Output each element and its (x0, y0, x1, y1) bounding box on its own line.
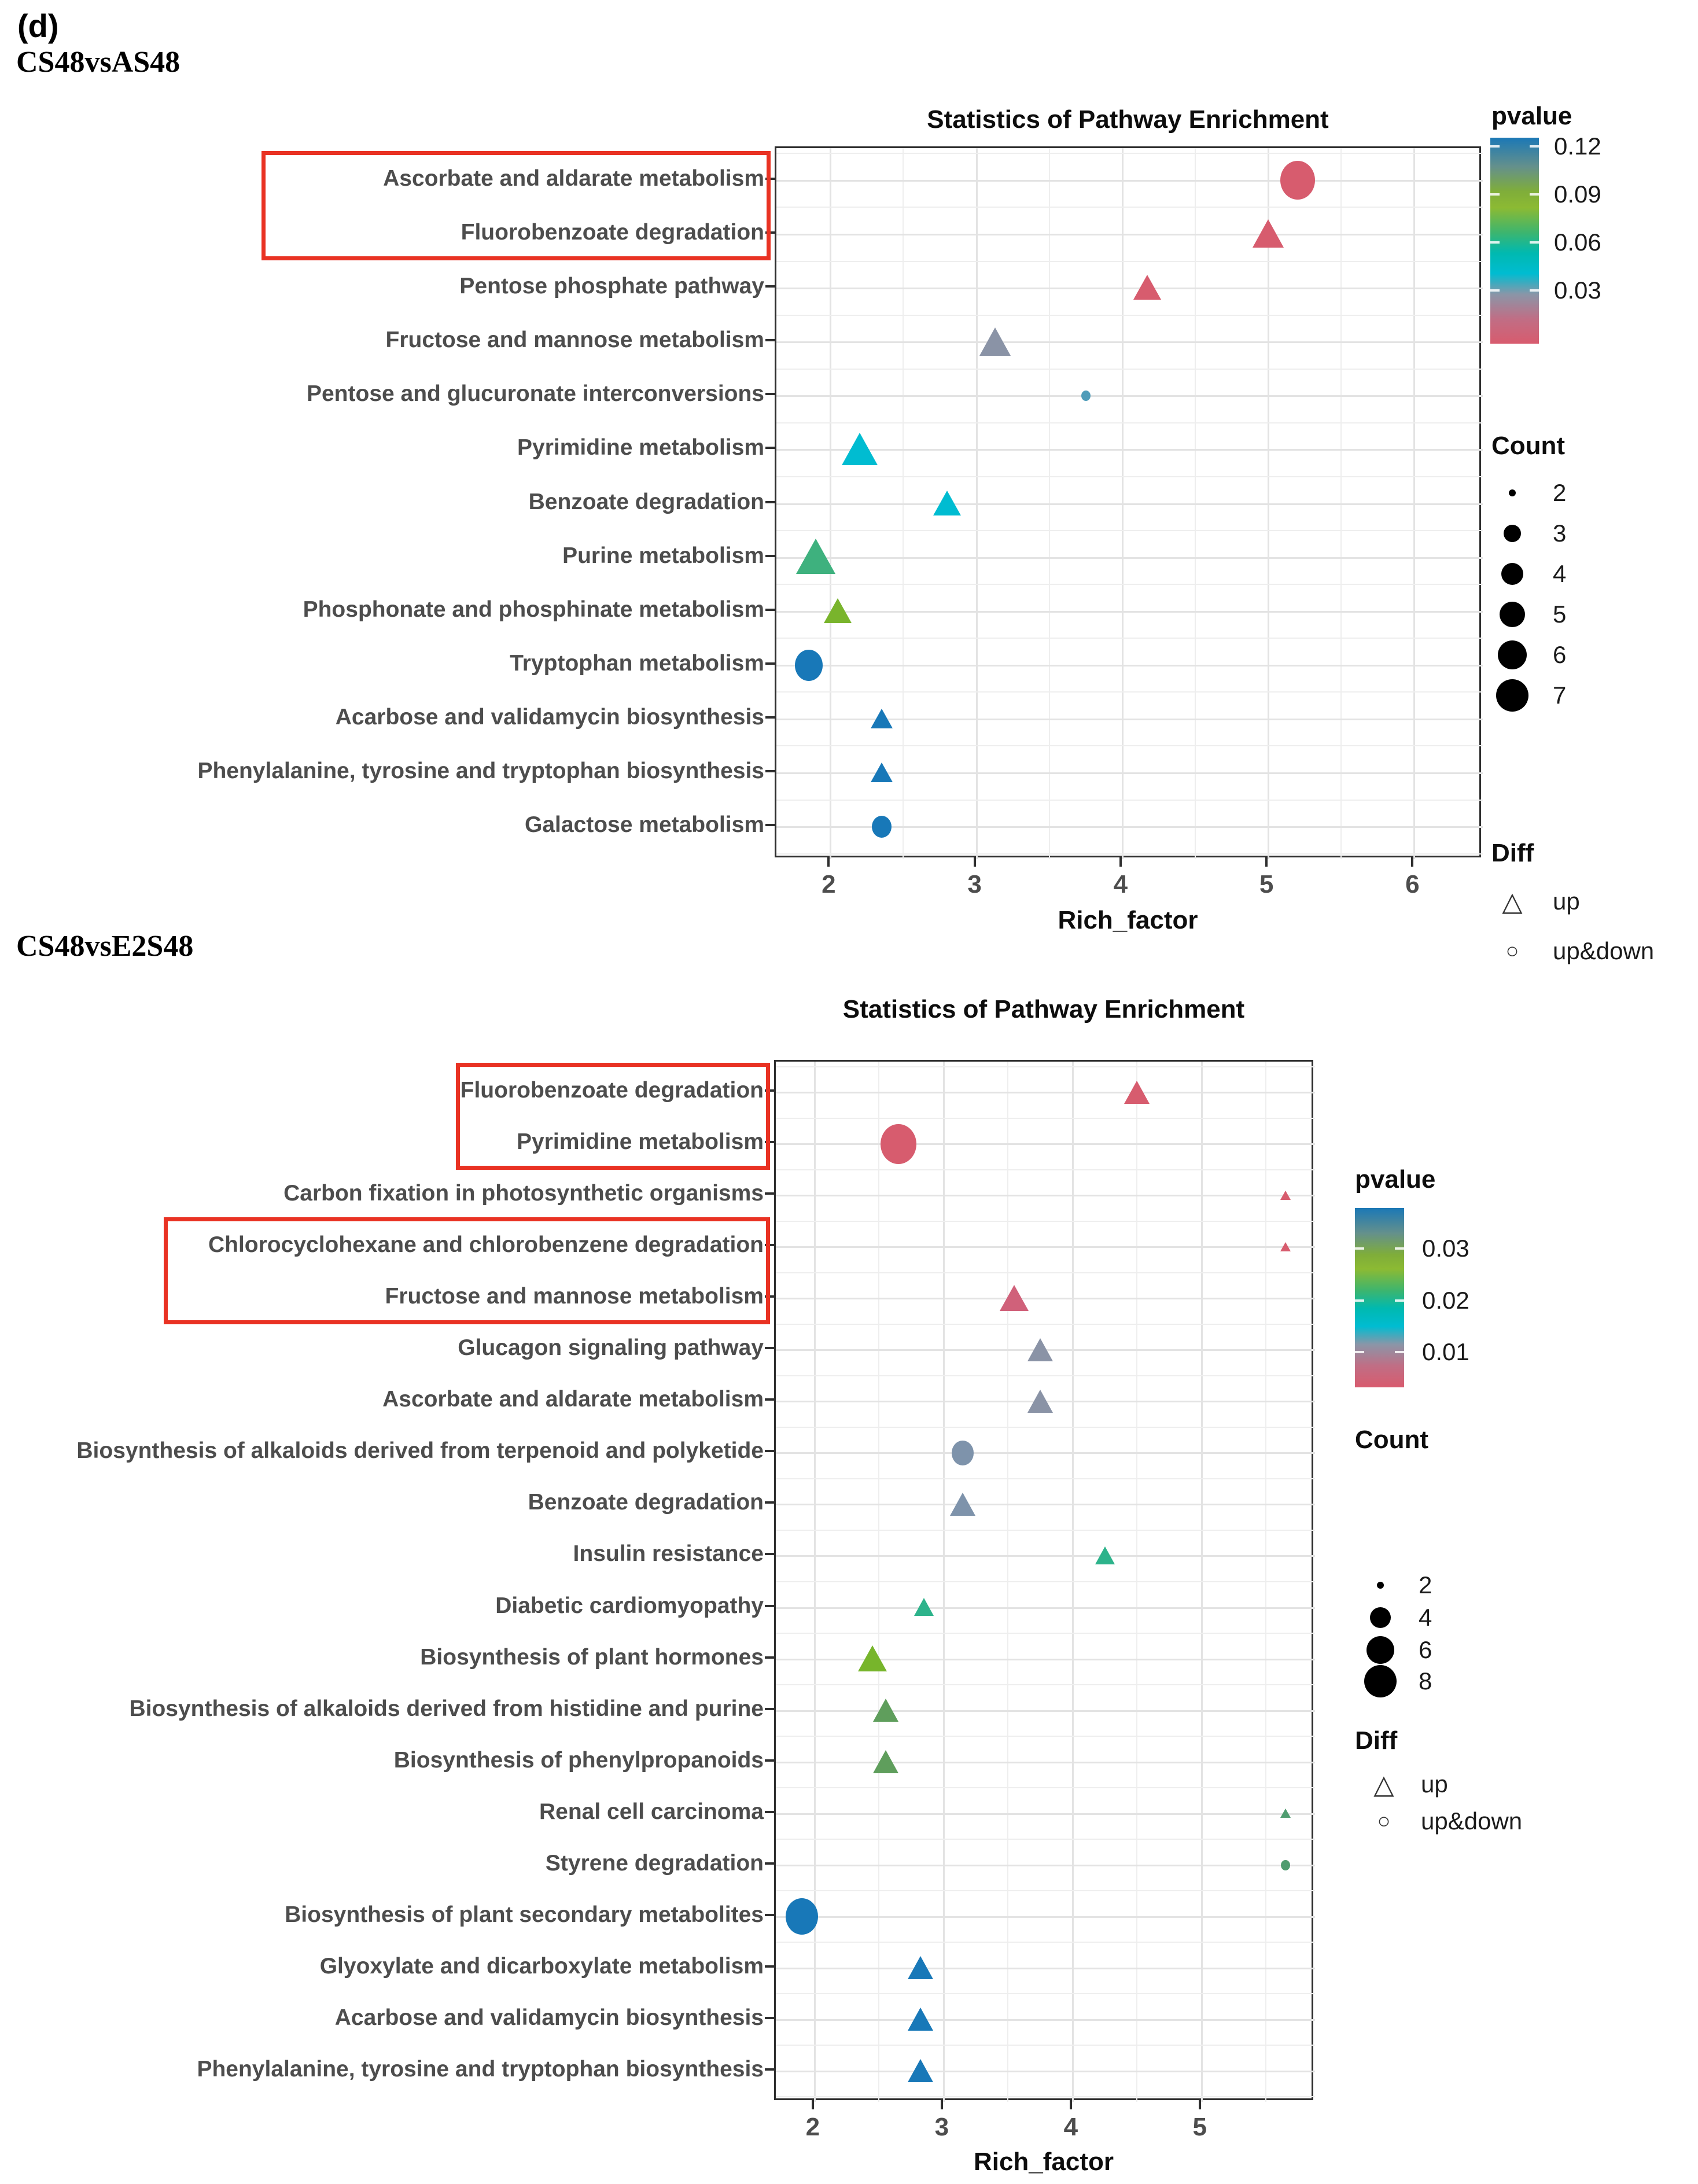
gridline-horizontal-minor (776, 1942, 1315, 1943)
count-legend-dot (1504, 525, 1521, 542)
count-legend-dot (1366, 1636, 1394, 1664)
colorbar-tick-right (1530, 145, 1539, 148)
count-legend-label: 3 (1553, 520, 1567, 547)
pvalue-colorbar (1490, 138, 1539, 344)
gridline-horizontal-major (776, 1865, 1315, 1866)
y-axis-label: Acarbose and validamycin biosynthesis (334, 2005, 764, 2030)
x-axis-tick (1119, 857, 1122, 867)
y-axis-label: Biosynthesis of alkaloids derived from terpenoid and polyketide (76, 1438, 764, 1464)
y-axis-tick (765, 1965, 774, 1968)
gridline-horizontal-minor (776, 1169, 1315, 1170)
count-legend-label: 6 (1419, 1636, 1432, 1663)
gridline-horizontal-major (776, 503, 1483, 505)
comparison-heading-2: CS48vsE2S48 (16, 930, 194, 963)
x-axis-tick-label: 5 (1192, 2113, 1207, 2141)
data-point-triangle (873, 1750, 898, 1773)
count-legend-dot (1500, 602, 1525, 627)
x-axis-title: Rich_factor (973, 2148, 1114, 2176)
diff-updown-circle-icon: ○ (1377, 1809, 1391, 1833)
data-point-circle (881, 1124, 916, 1164)
highlighted-pathways-box (164, 1217, 770, 1324)
gridline-horizontal-major (776, 180, 1483, 182)
gridline-horizontal-major (776, 665, 1483, 666)
gridline-horizontal-minor (776, 1375, 1315, 1376)
data-point-triangle (1280, 1191, 1291, 1200)
y-axis-tick (765, 770, 775, 772)
gridline-horizontal-minor (776, 1581, 1315, 1582)
y-axis-tick (765, 1811, 774, 1813)
figure-panel-label: (d) (17, 8, 59, 44)
count-legend-label: 8 (1419, 1667, 1432, 1695)
data-point-circle (1281, 1860, 1290, 1870)
y-axis-label: Biosynthesis of alkaloids derived from histidine and purine (129, 1696, 764, 1721)
diff-legend-label: up (1421, 1770, 1448, 1798)
x-axis-tick-label: 2 (805, 2113, 820, 2141)
x-axis-tick-label: 4 (1113, 870, 1128, 898)
gridline-horizontal-major (776, 611, 1483, 613)
y-axis-tick (765, 393, 775, 395)
x-axis-tick (1265, 857, 1268, 867)
gridline-horizontal-minor (776, 1633, 1315, 1634)
colorbar-tick-right (1530, 241, 1539, 244)
gridline-horizontal-major (776, 449, 1483, 451)
y-axis-tick (765, 1398, 774, 1401)
count-legend-label: 6 (1553, 641, 1567, 668)
gridline-horizontal-minor (776, 1478, 1315, 1479)
gridline-horizontal-minor (776, 422, 1483, 423)
gridline-horizontal-major (776, 1762, 1315, 1763)
y-axis-label: Renal cell carcinoma (539, 1799, 764, 1824)
y-axis-label: Biosynthesis of plant secondary metabolites (285, 1902, 764, 1927)
count-legend-dot (1377, 1582, 1384, 1589)
y-axis-label: Styrene degradation (545, 1850, 764, 1876)
y-axis-tick (765, 501, 775, 503)
y-axis-tick (765, 1708, 774, 1710)
data-point-circle (795, 650, 823, 681)
gridline-horizontal-minor (776, 369, 1483, 370)
diff-updown-circle-icon: ○ (1505, 939, 1519, 963)
colorbar-tick-label: 0.03 (1554, 277, 1601, 304)
gridline-horizontal-minor (776, 530, 1483, 531)
highlighted-pathways-box (261, 151, 771, 260)
gridline-horizontal-minor (776, 2045, 1315, 2046)
y-axis-tick (765, 1501, 774, 1504)
y-axis-tick (765, 1450, 774, 1452)
y-axis-tick (765, 1553, 774, 1555)
gridline-horizontal-minor (776, 207, 1483, 208)
y-axis-label: Biosynthesis of plant hormones (420, 1644, 764, 1670)
gridline-horizontal-minor (776, 1736, 1315, 1737)
gridline-horizontal-major (776, 1555, 1315, 1557)
count-legend-dot (1501, 563, 1523, 585)
gridline-horizontal-minor (776, 584, 1483, 585)
x-axis-tick (1411, 857, 1413, 867)
colorbar-tick-left (1490, 289, 1500, 292)
pvalue-legend-title: pvalue (1355, 1165, 1436, 1194)
y-axis-tick (765, 1192, 774, 1195)
y-axis-tick (765, 1605, 774, 1607)
data-point-triangle (842, 433, 878, 465)
gridline-horizontal-minor (776, 2096, 1315, 2097)
y-axis-tick (765, 1347, 774, 1349)
chart-title: Statistics of Pathway Enrichment (842, 995, 1245, 1023)
y-axis-label: Pentose and glucuronate interconversions (306, 381, 764, 407)
gridline-horizontal-minor (776, 261, 1483, 262)
colorbar-tick-left (1355, 1299, 1364, 1302)
y-axis-label: Carbon fixation in photosynthetic organisms (283, 1181, 764, 1206)
y-axis-label: Ascorbate and aldarate metabolism (382, 1387, 764, 1412)
y-axis-tick (765, 716, 775, 719)
count-legend-label: 5 (1553, 601, 1567, 628)
colorbar-tick-right (1530, 289, 1539, 292)
highlighted-pathways-box (456, 1063, 770, 1170)
gridline-horizontal-minor (776, 1890, 1315, 1891)
gridline-horizontal-major (776, 1143, 1315, 1145)
gridline-horizontal-minor (776, 1684, 1315, 1685)
y-axis-tick (765, 339, 775, 341)
y-axis-tick (765, 609, 775, 611)
data-point-triangle (1280, 1809, 1291, 1818)
colorbar-tick-left (1355, 1351, 1364, 1353)
gridline-horizontal-minor (776, 1993, 1315, 1994)
y-axis-label: Phenylalanine, tyrosine and tryptophan biosynthesis (197, 2056, 764, 2082)
data-point-triangle (1253, 219, 1284, 248)
x-axis-tick (1070, 2100, 1072, 2109)
colorbar-tick-right (1395, 1351, 1404, 1353)
data-point-circle (952, 1441, 974, 1465)
count-legend-dot (1498, 640, 1527, 669)
y-axis-label: Pyrimidine metabolism (517, 435, 764, 461)
y-axis-label: Phenylalanine, tyrosine and tryptophan biosynthesis (197, 758, 764, 784)
gridline-horizontal-major (776, 1452, 1315, 1454)
y-axis-tick (765, 1862, 774, 1865)
data-point-triangle (908, 2059, 933, 2082)
data-point-triangle (1280, 1242, 1291, 1251)
colorbar-tick-left (1490, 241, 1500, 244)
colorbar-tick-label: 0.09 (1554, 181, 1601, 208)
colorbar-tick-label: 0.03 (1422, 1235, 1469, 1262)
gridline-horizontal-minor (776, 1221, 1315, 1222)
diff-legend-title: Diff (1355, 1726, 1398, 1755)
gridline-horizontal-major (776, 288, 1483, 289)
gridline-horizontal-minor (776, 1427, 1315, 1428)
data-point-triangle (1027, 1390, 1053, 1413)
y-axis-label: Glucagon signaling pathway (458, 1335, 764, 1361)
gridline-horizontal-minor (776, 1118, 1315, 1119)
data-point-triangle (1124, 1081, 1150, 1104)
gridline-horizontal-major (776, 1504, 1315, 1505)
gridline-horizontal-minor (776, 1839, 1315, 1840)
data-point-triangle (796, 539, 835, 574)
gridline-horizontal-major (776, 1195, 1315, 1196)
comparison-heading-1: CS48vsAS48 (16, 46, 181, 79)
data-point-triangle (908, 2008, 933, 2031)
colorbar-tick-right (1395, 1247, 1404, 1250)
x-axis-tick-label: 4 (1063, 2113, 1078, 2141)
y-axis-label: Purine metabolism (562, 543, 764, 568)
y-axis-label: Fluorobenzoate degradation (461, 219, 764, 245)
x-axis-tick (827, 857, 830, 867)
gridline-horizontal-major (776, 1607, 1315, 1609)
data-point-circle (872, 816, 892, 838)
y-axis-label: Glyoxylate and dicarboxylate metabolism (319, 1953, 764, 1979)
gridline-horizontal-major (776, 2071, 1315, 2072)
count-legend-label: 7 (1553, 682, 1567, 709)
data-point-triangle (873, 1699, 898, 1722)
data-point-triangle (914, 1598, 934, 1616)
y-axis-tick (765, 1656, 774, 1659)
gridline-horizontal-minor (776, 315, 1483, 316)
x-axis-tick (941, 2100, 943, 2109)
data-point-circle (786, 1898, 818, 1935)
colorbar-tick-label: 0.12 (1554, 132, 1601, 160)
gridline-horizontal-minor (776, 1530, 1315, 1531)
count-legend-dot (1370, 1607, 1391, 1628)
colorbar-tick-left (1490, 193, 1500, 196)
gridline-horizontal-minor (776, 1272, 1315, 1273)
colorbar-tick-label: 0.01 (1422, 1338, 1469, 1365)
count-legend-label: 2 (1419, 1571, 1432, 1599)
chart-title: Statistics of Pathway Enrichment (927, 105, 1329, 134)
y-axis-label: Ascorbate and aldarate metabolism (383, 165, 764, 191)
gridline-horizontal-major (776, 1659, 1315, 1660)
y-axis-tick (765, 447, 775, 449)
pvalue-legend-title: pvalue (1491, 102, 1572, 130)
colorbar-tick-label: 0.06 (1554, 229, 1601, 256)
data-point-circle (1280, 161, 1315, 200)
gridline-horizontal-major (776, 1298, 1315, 1299)
data-point-triangle (871, 763, 893, 782)
gridline-horizontal-major (776, 1246, 1315, 1248)
count-legend-title: Count (1491, 432, 1566, 460)
gridline-horizontal-minor (776, 638, 1483, 639)
x-axis-tick (974, 857, 976, 867)
x-axis-tick (812, 2100, 814, 2109)
gridline-horizontal-major (776, 234, 1483, 235)
gridline-horizontal-minor (776, 1324, 1315, 1325)
y-axis-label: Benzoate degradation (528, 1490, 764, 1515)
diff-up-triangle-icon: △ (1373, 1769, 1394, 1799)
y-axis-tick (765, 285, 775, 288)
gridline-horizontal-major (776, 1710, 1315, 1712)
count-legend-label: 4 (1553, 560, 1567, 587)
data-point-triangle (1095, 1546, 1115, 1564)
y-axis-tick (765, 1914, 774, 1916)
gridline-horizontal-minor (776, 691, 1483, 693)
diff-legend-title: Diff (1491, 839, 1534, 867)
data-point-triangle (950, 1493, 975, 1516)
data-point-circle (1081, 391, 1091, 401)
gridline-horizontal-minor (776, 1066, 1315, 1067)
gridline-horizontal-major (776, 395, 1483, 397)
data-point-triangle (858, 1645, 887, 1671)
gridline-horizontal-major (776, 2019, 1315, 2021)
x-axis-tick-label: 3 (934, 2113, 949, 2141)
gridline-horizontal-major (776, 1916, 1315, 1918)
y-axis-label: Benzoate degradation (528, 489, 764, 514)
y-axis-label: Acarbose and validamycin biosynthesis (335, 704, 764, 730)
x-axis-tick-label: 2 (822, 870, 836, 898)
y-axis-tick (765, 2017, 774, 2019)
diff-legend-label: up (1553, 887, 1580, 915)
x-axis-tick-label: 3 (967, 870, 982, 898)
diff-legend-label: up&down (1553, 937, 1655, 964)
plot-panel (775, 146, 1481, 857)
colorbar-tick-left (1490, 145, 1500, 148)
y-axis-label: Biosynthesis of phenylpropanoids (393, 1747, 764, 1773)
y-axis-label: Fructose and mannose metabolism (385, 327, 764, 353)
count-legend-label: 2 (1553, 479, 1567, 506)
y-axis-label: Galactose metabolism (525, 812, 764, 838)
gridline-horizontal-minor (776, 476, 1483, 477)
y-axis-tick (765, 1759, 774, 1762)
colorbar-tick-label: 0.02 (1422, 1287, 1469, 1314)
diff-legend-label: up&down (1421, 1807, 1523, 1835)
count-legend-dot (1364, 1665, 1397, 1697)
data-point-triangle (1133, 275, 1161, 300)
y-axis-label: Insulin resistance (573, 1541, 764, 1567)
y-axis-label: Diabetic cardiomyopathy (495, 1593, 764, 1618)
count-legend-label: 4 (1419, 1604, 1432, 1631)
x-axis-title: Rich_factor (1058, 906, 1198, 934)
x-axis-tick-label: 6 (1405, 870, 1420, 898)
count-legend-dot (1509, 489, 1516, 496)
data-point-triangle (824, 598, 852, 623)
gridline-horizontal-minor (776, 800, 1483, 801)
count-legend-dot (1496, 679, 1528, 712)
gridline-horizontal-major (776, 341, 1483, 343)
y-axis-label: Pyrimidine metabolism (517, 1129, 764, 1155)
gridline-horizontal-major (776, 1968, 1315, 1969)
x-axis-tick (1199, 2100, 1201, 2109)
gridline-horizontal-minor (776, 1787, 1315, 1788)
gridline-horizontal-major (776, 1813, 1315, 1815)
y-axis-label: Tryptophan metabolism (510, 650, 764, 676)
y-axis-tick (765, 824, 775, 826)
gridline-horizontal-minor (776, 153, 1483, 154)
y-axis-tick (765, 662, 775, 665)
gridline-horizontal-minor (776, 745, 1483, 746)
gridline-horizontal-major (776, 1092, 1315, 1093)
data-point-triangle (933, 491, 961, 515)
data-point-triangle (1000, 1285, 1029, 1311)
colorbar-tick-right (1395, 1299, 1404, 1302)
colorbar-tick-left (1355, 1247, 1364, 1250)
data-point-triangle (1027, 1338, 1053, 1361)
y-axis-label: Chlorocyclohexane and chlorobenzene degradation (208, 1232, 764, 1258)
y-axis-label: Pentose phosphate pathway (459, 274, 764, 299)
plot-panel (774, 1060, 1313, 2100)
data-point-triangle (908, 1956, 933, 1979)
y-axis-tick (765, 2068, 774, 2071)
gridline-horizontal-minor (776, 853, 1483, 855)
y-axis-label: Fructose and mannose metabolism (385, 1284, 764, 1309)
y-axis-tick (765, 555, 775, 557)
count-legend-title: Count (1355, 1426, 1429, 1454)
gridline-horizontal-major (776, 557, 1483, 559)
data-point-triangle (871, 709, 893, 728)
pvalue-colorbar (1355, 1208, 1404, 1387)
colorbar-tick-right (1530, 193, 1539, 196)
diff-up-triangle-icon: △ (1502, 886, 1523, 916)
y-axis-label: Fluorobenzoate degradation (460, 1078, 764, 1103)
x-axis-tick-label: 5 (1259, 870, 1274, 898)
y-axis-label: Phosphonate and phosphinate metabolism (303, 596, 764, 622)
data-point-triangle (979, 327, 1011, 356)
